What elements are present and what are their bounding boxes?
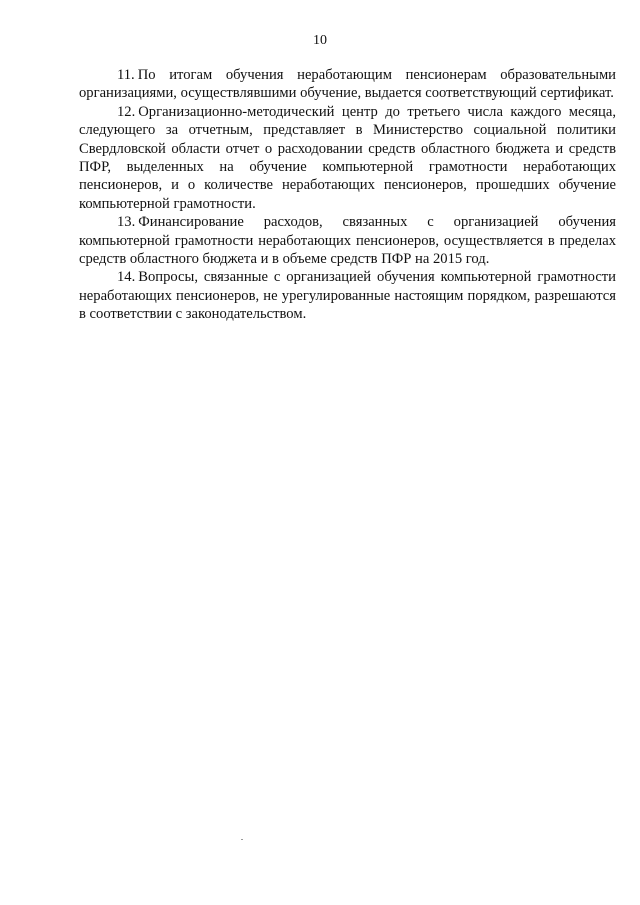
paragraph-number: 12. <box>117 103 136 120</box>
paragraph-text: Вопросы, связанные с организацией обучения компьютерной грамотности неработающих пенсионеров, не урегулированные настоящим порядком, разрешаются в соответствии с законодательством. <box>79 269 616 323</box>
paragraph-number: 13. <box>117 214 136 231</box>
paragraph-14 <box>79 268 616 323</box>
paragraph-12 <box>79 103 616 213</box>
paragraph-11 <box>79 66 616 103</box>
paragraph-text: Финансирование расходов, связанных с организацией обучения компьютерной грамотности неработающих пенсионеров, осуществляется в пределах средств областного бюджета и в объеме средств ПФР на 2015 год. <box>79 214 616 268</box>
page-number: 10 <box>313 33 327 48</box>
paragraph-text: Организационно-методический центр до третьего числа каждого месяца, следующего за отчетным, представляет в Министерство социальной политики Свердловской области отчет о расходовании средств областного бюджета и средств ПФР, выделенных на обучение компьютерной грамотности неработающих пенсионеров, и о количестве неработающих пенсионеров, прошедших обучение компьютерной грамотности. <box>79 103 616 212</box>
paragraph-13 <box>79 213 616 268</box>
scan-speck <box>241 839 243 840</box>
paragraph-number: 11. <box>117 67 135 83</box>
paragraph-text: По итогам обучения неработающим пенсионерам образовательными организациями, осуществлявшими обучение, выдается соответствующий сертификат. <box>79 67 616 102</box>
paragraph-number: 14. <box>117 269 136 286</box>
document-body <box>79 66 616 324</box>
